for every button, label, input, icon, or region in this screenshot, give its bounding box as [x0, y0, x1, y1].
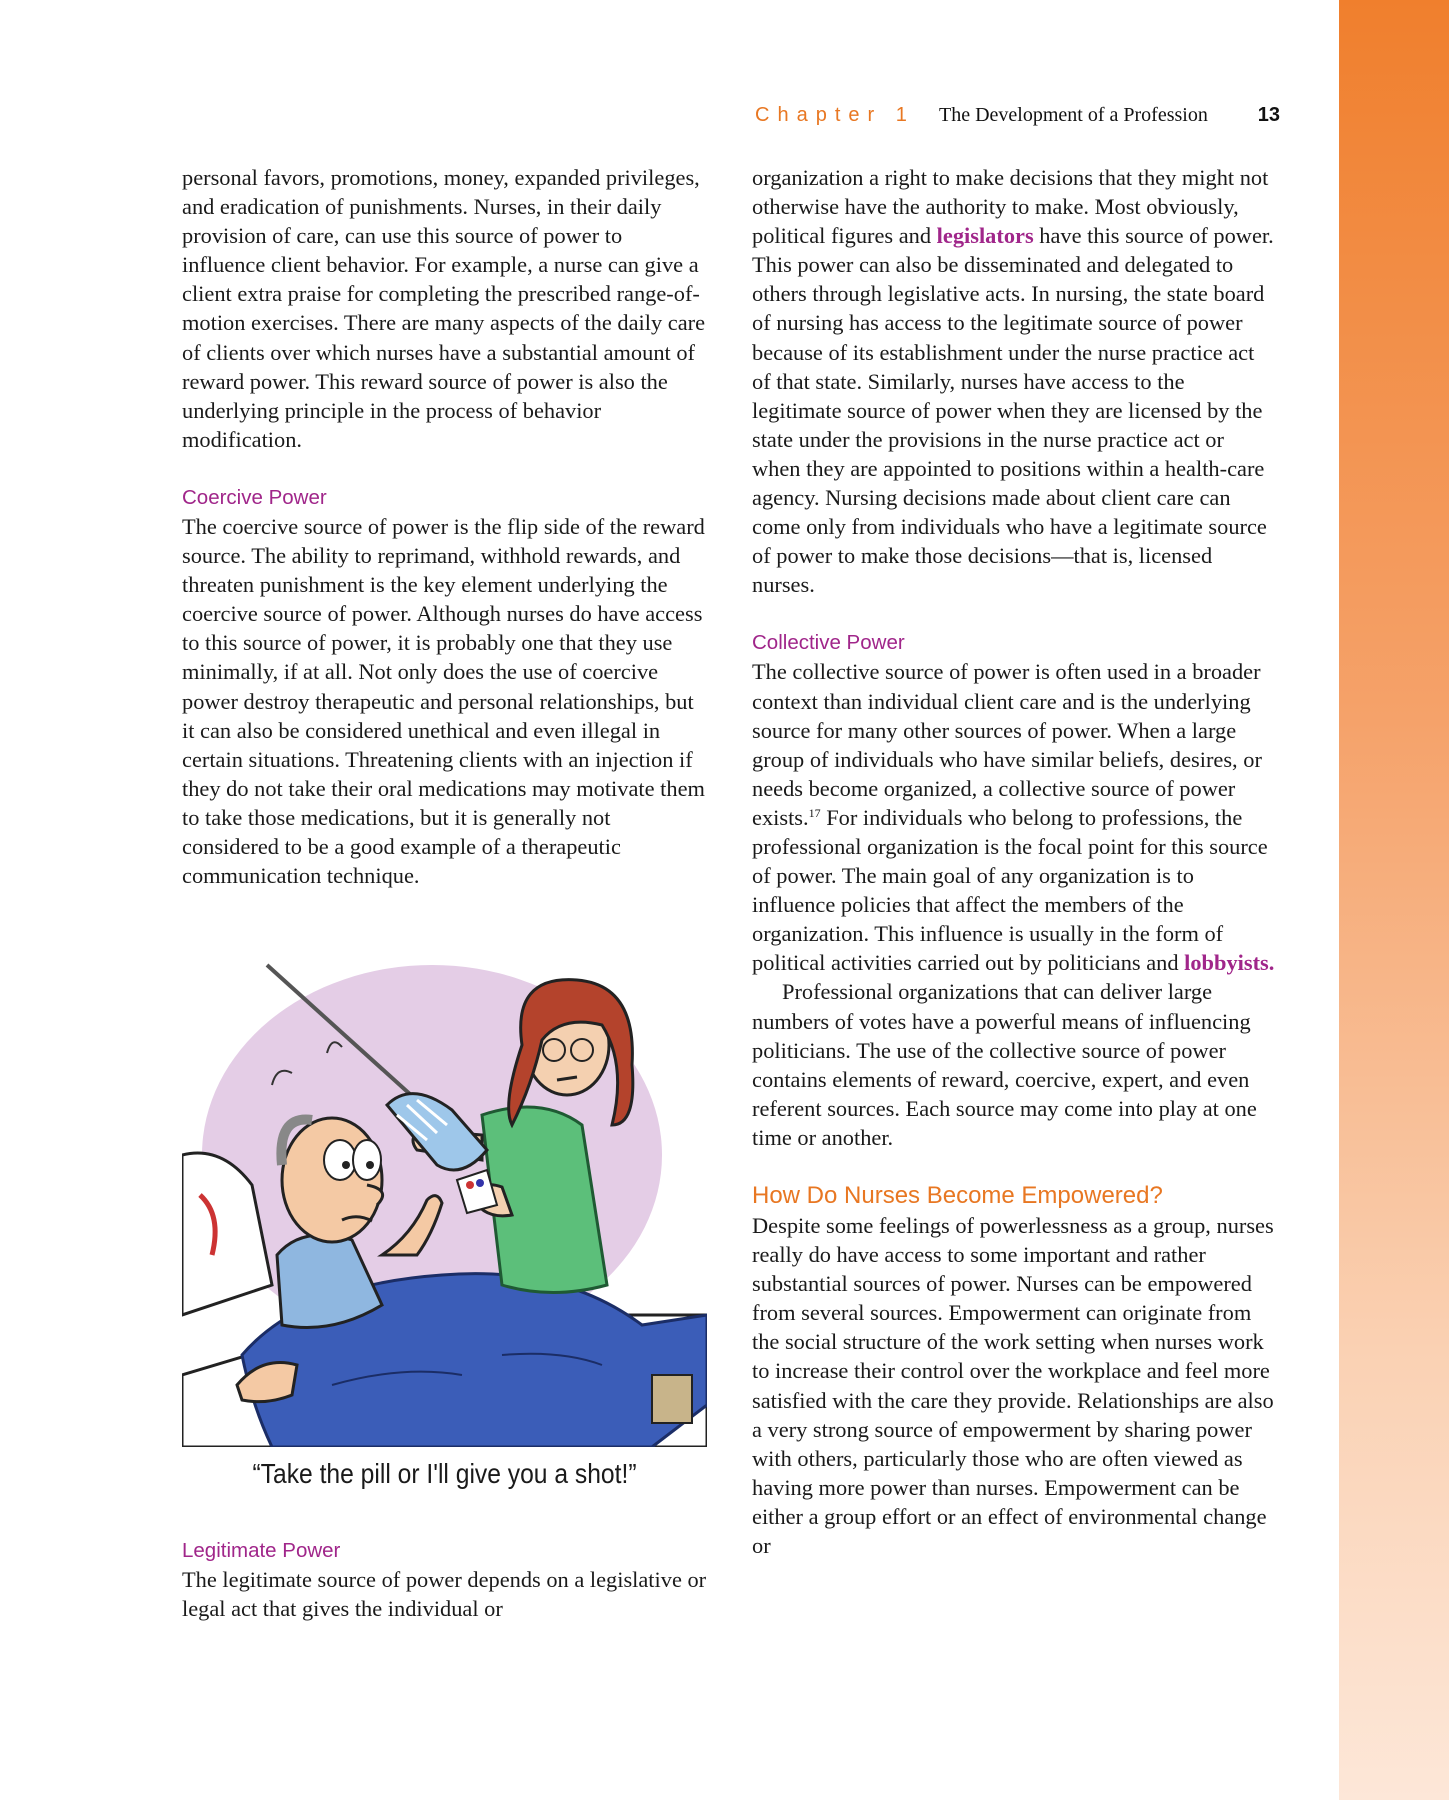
empowerment-paragraph: Despite some feelings of powerlessness as a group, nurses really do have access to some important and rather substantial sources of power. Nurses can be empowered from several sources. Empowerment can originate from the social structure of the work setting when nurses work to increase their control over the workplace and feel more satisfied with the care they provide. Relationships are also a very strong source of empowerment by sharing power with others, particularly those who are often viewed as having more power than nurses. Empowerment can be either a group effort or an effect of environmental change or: [752, 1213, 1274, 1559]
collective-power-heading: Collective Power: [752, 631, 905, 655]
right-column: [752, 163, 1277, 1560]
collective-power-paragraph-2: Professional organizations that can deliver large numbers of votes have a powerful means of influencing politicians. The use of the collective source of power contains elements of reward, coercive, expert, and even referent sources. Each source may come into play at one time or another.: [752, 979, 1257, 1150]
cartoon-caption: “Take the pill or I'll give you a shot!”: [252, 1458, 637, 1489]
legitimate-power-paragraph: The legitimate source of power depends on a legislative or legal act that gives the individual or: [182, 1567, 707, 1622]
text-run: organization a right to make decisions that they might not otherwise have the authority to make. Most obviously, political figures and: [752, 165, 1269, 249]
text-run: For individuals who belong to professions, the professional organization is the focal point for this source of power. The main goal of any organization is to influence policies that affect the members of the organization. This influence is usually in the form of political activities carried out by politicians and: [752, 804, 1268, 976]
coercive-power-paragraph: The coercive source of power is the flip side of the reward source. The ability to reprimand, withhold rewards, and threaten punishment is the key element underlying the coercive source of power. Although nurses do have access to this source of power, it is probably one that they use minimally, if at all. Not only does the use of coercive power destroy therapeutic and personal relationships, but it can also be considered unethical and even illegal in certain situations. Threatening clients with an injection if they do not take their oral medications may motivate them to take those medications, but it is generally not considered to be a good example of a therapeutic communication technique.: [182, 513, 705, 889]
text-run: The collective source of power is often used in a broader context than individual client care and is the underlying source for many other sources of power. When a large group of individuals who have similar beliefs, desires, or needs become organized, a collective source of power exists.: [752, 659, 1262, 830]
cartoon-illustration: [182, 955, 707, 1447]
side-color-band: [1339, 0, 1449, 1800]
legitimate-power-heading: Legitimate Power: [182, 1539, 341, 1562]
running-head: [755, 104, 1280, 134]
coercive-power-heading: Coercive Power: [182, 485, 327, 509]
left-column-bottom: [182, 1536, 707, 1623]
collective-power-paragraph: [752, 657, 1277, 977]
page-number: 13: [1257, 104, 1280, 126]
text-run: have this source of power. This power can also be disseminated and delegated to others through legislative acts. In nursing, the state board of nursing has access to the legitimate source of power because of its establishment under the nurse practice act of that state. Similarly, nurses have access to the legitimate source of power when they are licensed by the state under the provisions in the nurse practice act or when they are appointed to positions within a health-care agency. Nursing decisions made about client care can come only from individuals who have a legitimate source of power to make those decisions—that is, licensed nurses.: [752, 223, 1274, 598]
left-column: [182, 163, 707, 890]
glossary-term-legislators[interactable]: legislators: [936, 223, 1034, 249]
reward-paragraph-continued: personal favors, promotions, money, expanded privileges, and eradication of punishments. Nurses, in their daily provision of care, can use this source of power to influence client behavior. For example, a nurse can give a client extra praise for completing the prescribed range-of-motion exercises. There are many aspects of the daily care of clients over which nurses have a substantial amount of reward power. This reward source of power is also the underlying principle in the process of behavior modification.: [182, 165, 706, 452]
chapter-label: Chapter 1: [755, 104, 915, 126]
reference-superscript: 17: [808, 805, 821, 820]
clipboard: [652, 1375, 692, 1423]
chapter-title: The Development of a Profession: [939, 104, 1208, 126]
empowerment-heading: How Do Nurses Become Empowered?: [752, 1182, 1163, 1209]
legitimate-power-continued: [752, 163, 1277, 599]
glossary-term-lobbyists[interactable]: lobbyists.: [1184, 950, 1275, 976]
